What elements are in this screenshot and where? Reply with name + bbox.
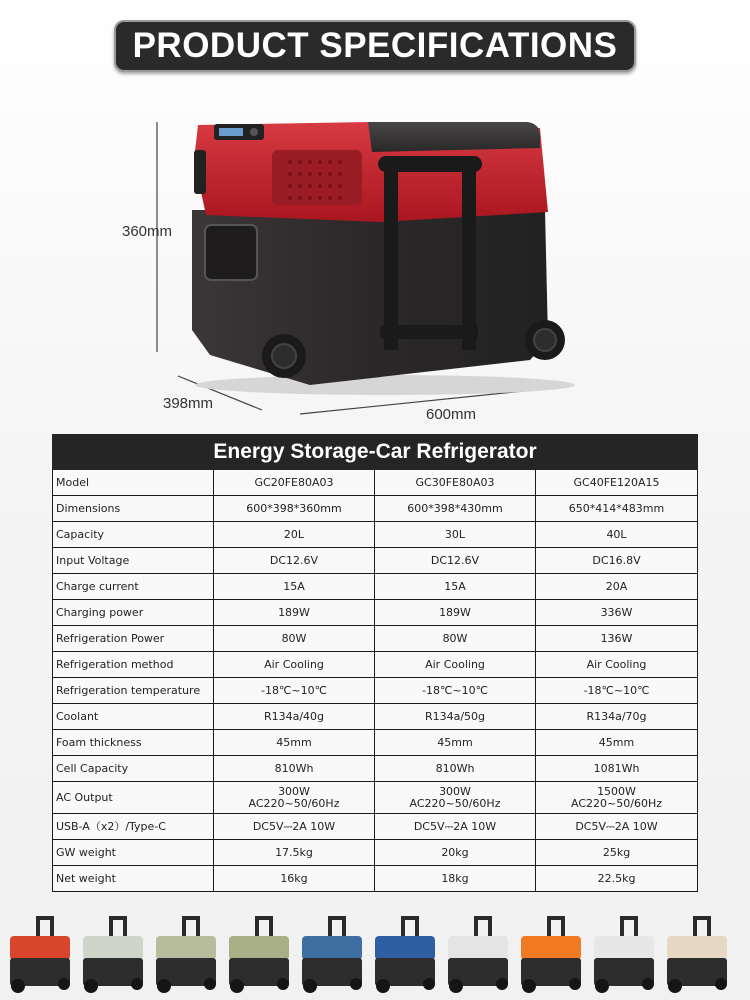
row-label: Refrigeration temperature	[53, 678, 214, 704]
cell-value: DC5V⎓2A 10W	[536, 814, 698, 840]
height-label: 360mm	[122, 223, 173, 240]
spec-table-body	[53, 470, 698, 892]
row-label: Charging power	[53, 600, 214, 626]
variant-thumbnail	[667, 918, 727, 993]
width-label: 600mm	[426, 406, 477, 423]
cell-value: 1081Wh	[536, 756, 698, 782]
table-row	[53, 626, 698, 652]
row-label: Refrigeration method	[53, 652, 214, 678]
cell-value: 189W	[375, 600, 536, 626]
cell-value	[214, 782, 375, 814]
table-row	[53, 782, 698, 814]
cell-value: Air Cooling	[375, 652, 536, 678]
cell-line: 300W	[278, 784, 310, 798]
row-label: Capacity	[53, 522, 214, 548]
cell-value: 189W	[214, 600, 375, 626]
spec-table	[52, 434, 698, 892]
cell-value: 18kg	[375, 866, 536, 892]
row-label: Net weight	[53, 866, 214, 892]
cell-value: DC12.6V	[375, 548, 536, 574]
cell-value: 20A	[536, 574, 698, 600]
color-variants-strip	[0, 906, 750, 1000]
cell-value: 15A	[214, 574, 375, 600]
cell-value: 45mm	[375, 730, 536, 756]
table-row	[53, 522, 698, 548]
cell-value: 20kg	[375, 840, 536, 866]
table-row	[53, 652, 698, 678]
display-screen	[219, 128, 243, 136]
depth-label: 398mm	[163, 395, 214, 412]
cell-value	[375, 782, 536, 814]
row-label: Refrigeration Power	[53, 626, 214, 652]
cell-value: 17.5kg	[214, 840, 375, 866]
variant-thumbnail	[594, 918, 654, 993]
cell-value: GC20FE80A03	[214, 470, 375, 496]
cell-line: AC220~50/60Hz	[248, 796, 340, 810]
table-row	[53, 574, 698, 600]
cell-value: Air Cooling	[214, 652, 375, 678]
cell-value: 810Wh	[214, 756, 375, 782]
row-label: Coolant	[53, 704, 214, 730]
table-row	[53, 600, 698, 626]
variant-thumbnail	[302, 918, 362, 993]
cell-value: 600*398*360mm	[214, 496, 375, 522]
fridge-illustration	[0, 100, 750, 430]
cell-value: Air Cooling	[536, 652, 698, 678]
row-label: AC Output	[53, 782, 214, 814]
spec-table-title: Energy Storage-Car Refrigerator	[53, 435, 698, 470]
cell-value: 336W	[536, 600, 698, 626]
right-wheel	[525, 320, 565, 360]
cell-value: -18℃~10℃	[214, 678, 375, 704]
variant-thumbnail	[229, 918, 289, 993]
cell-value: 40L	[536, 522, 698, 548]
table-row	[53, 704, 698, 730]
cell-value: DC16.8V	[536, 548, 698, 574]
color-variants	[0, 906, 750, 1000]
cell-value: 136W	[536, 626, 698, 652]
cell-value: DC12.6V	[214, 548, 375, 574]
row-label: Input Voltage	[53, 548, 214, 574]
cell-line: AC220~50/60Hz	[409, 796, 501, 810]
table-row	[53, 840, 698, 866]
side-handle	[205, 225, 257, 280]
table-row	[53, 730, 698, 756]
cell-value: DC5V⎓2A 10W	[375, 814, 536, 840]
table-row	[53, 866, 698, 892]
variant-thumbnail	[83, 918, 143, 993]
table-row	[53, 496, 698, 522]
side-ports	[194, 150, 206, 194]
cell-value: GC40FE120A15	[536, 470, 698, 496]
variant-thumbnail	[156, 918, 216, 993]
table-row	[53, 678, 698, 704]
page-title-banner	[114, 20, 636, 72]
row-label: Model	[53, 470, 214, 496]
cell-line: 300W	[439, 784, 471, 798]
cell-value: DC5V⎓2A 10W	[214, 814, 375, 840]
cell-line: 1500W	[597, 784, 636, 798]
table-row	[53, 814, 698, 840]
cell-line: AC220~50/60Hz	[571, 796, 662, 810]
row-label: Cell Capacity	[53, 756, 214, 782]
cell-value: 20L	[214, 522, 375, 548]
cell-value: 30L	[375, 522, 536, 548]
table-row	[53, 548, 698, 574]
cell-value: 80W	[375, 626, 536, 652]
cell-value: GC30FE80A03	[375, 470, 536, 496]
cell-value: 45mm	[536, 730, 698, 756]
cell-value: 15A	[375, 574, 536, 600]
table-row	[53, 756, 698, 782]
cell-value: R134a/70g	[536, 704, 698, 730]
cell-value: 600*398*430mm	[375, 496, 536, 522]
control-knob	[250, 128, 258, 136]
cell-value: -18℃~10℃	[536, 678, 698, 704]
cell-value: 25kg	[536, 840, 698, 866]
vent-grille	[272, 150, 362, 205]
cell-value: 16kg	[214, 866, 375, 892]
fridge-lid	[368, 122, 540, 152]
variant-thumbnail	[521, 918, 581, 993]
product-illustration-area	[0, 100, 750, 430]
row-label: Charge current	[53, 574, 214, 600]
row-label: USB-A（x2）/Type-C	[53, 814, 214, 840]
cell-value	[536, 782, 698, 814]
cell-value: 650*414*483mm	[536, 496, 698, 522]
cell-value: 80W	[214, 626, 375, 652]
variant-thumbnail	[375, 918, 435, 993]
cell-value: 810Wh	[375, 756, 536, 782]
cell-value: 22.5kg	[536, 866, 698, 892]
table-row	[53, 470, 698, 496]
page-title: PRODUCT SPECIFICATIONS	[132, 26, 618, 65]
row-label: GW weight	[53, 840, 214, 866]
cell-value: 45mm	[214, 730, 375, 756]
row-label: Foam thickness	[53, 730, 214, 756]
fridge-shadow	[195, 375, 575, 395]
row-label: Dimensions	[53, 496, 214, 522]
variant-thumbnail	[448, 918, 508, 993]
cell-value: R134a/50g	[375, 704, 536, 730]
cell-value: R134a/40g	[214, 704, 375, 730]
cell-value: -18℃~10℃	[375, 678, 536, 704]
left-wheel	[262, 334, 306, 378]
variant-thumbnail	[10, 918, 70, 993]
